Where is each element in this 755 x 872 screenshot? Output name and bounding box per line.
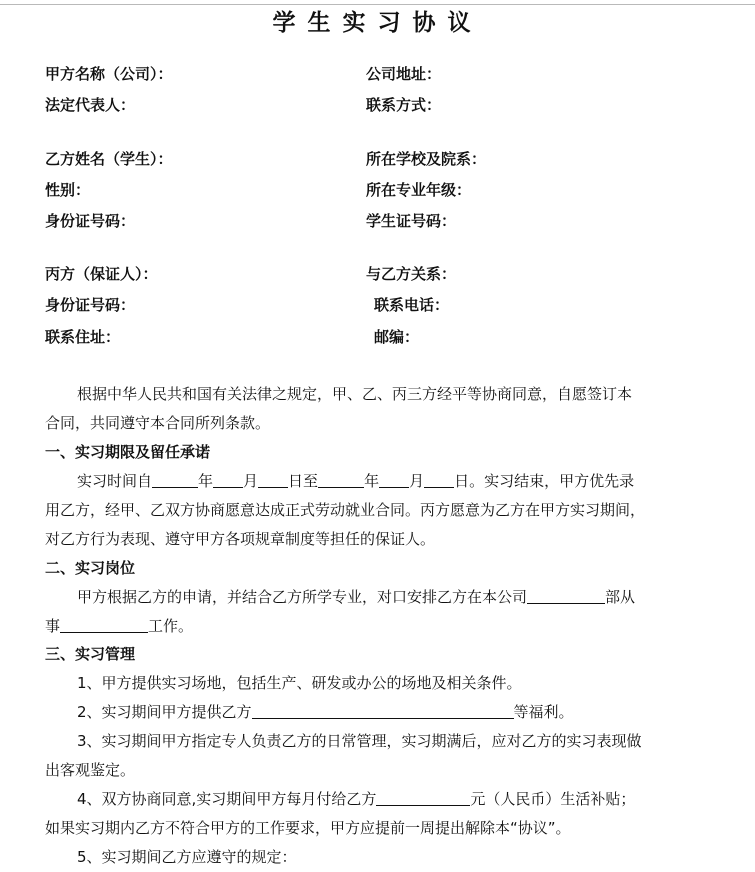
- job-blank[interactable]: [60, 616, 148, 633]
- section-2-line-2: [45, 612, 673, 641]
- end-month-blank[interactable]: [379, 471, 409, 488]
- party-c-phone-label: 联系电话：: [374, 296, 450, 314]
- position-text: 甲方根据乙方的申请，并结合乙方所学专业，对口安排乙方在本公司: [77, 588, 528, 606]
- benefits-prefix: 2、实习期间甲方提供乙方: [77, 703, 252, 721]
- section-2-heading: 二、实习岗位: [45, 559, 136, 577]
- period-end-text: 日。实习结束，甲方优先录: [454, 472, 635, 490]
- section-3-item-4-line-2: 如果实习期内乙方不符合甲方的工作要求，甲方应提前一周提出解除本“协议”。: [45, 819, 571, 837]
- section-1-line-2: 用乙方，经甲、乙双方协商愿意达成正式劳动就业合同。丙方愿意为乙方在甲方实习期间，: [45, 501, 646, 519]
- allowance-prefix: 4、双方协商同意,实习期间甲方每月付给乙方: [77, 790, 377, 808]
- start-year-blank[interactable]: [152, 471, 198, 488]
- intro-line-1: 根据中华人民共和国有关法律之规定，甲、乙、丙三方经平等协商同意，自愿签订本: [77, 385, 633, 403]
- start-day-blank[interactable]: [258, 471, 288, 488]
- allowance-blank[interactable]: [376, 789, 470, 806]
- month-label: 月: [243, 472, 259, 490]
- section-3-item-5: 5、实习期间乙方应遵守的规定：: [77, 848, 297, 866]
- party-b-student-id-label: 学生证号码：: [366, 212, 457, 230]
- party-b-school-label: 所在学校及院系：: [366, 150, 487, 168]
- section-1-line-1: [45, 467, 673, 496]
- section-3-item-3-line-2: 出客观鉴定。: [45, 761, 136, 779]
- party-a-contact-label: 联系方式：: [366, 96, 442, 114]
- day-to-label: 日至: [288, 472, 319, 490]
- party-c-name-label: 丙方（保证人）：: [45, 265, 158, 283]
- department-suffix: 部从: [605, 588, 636, 606]
- intro-line-2: 合同，共同遵守本合同所列条款。: [45, 414, 271, 432]
- month-label: 月: [409, 472, 425, 490]
- year-label: 年: [364, 472, 380, 490]
- party-c-id-label: 身份证号码：: [45, 296, 136, 314]
- party-c-relation-label: 与乙方关系：: [366, 265, 457, 283]
- party-c-address-label: 联系住址：: [45, 328, 121, 346]
- section-1-line-3: 对乙方行为表现、遵守甲方各项规章制度等担任的保证人。: [45, 530, 436, 548]
- end-day-blank[interactable]: [424, 471, 454, 488]
- end-year-blank[interactable]: [318, 471, 364, 488]
- benefits-suffix: 等福利。: [513, 703, 574, 721]
- benefits-blank[interactable]: [252, 702, 514, 719]
- department-blank[interactable]: [527, 587, 605, 604]
- section-2-line-1: [45, 583, 673, 612]
- party-b-id-label: 身份证号码：: [45, 212, 136, 230]
- section-3-heading: 三、实习管理: [45, 645, 136, 663]
- party-b-major-label: 所在专业年级：: [366, 181, 472, 199]
- party-a-address-label: 公司地址：: [366, 65, 442, 83]
- work-prefix: 事: [45, 617, 61, 635]
- start-month-blank[interactable]: [213, 471, 243, 488]
- section-3-item-1: 1、甲方提供实习场地，包括生产、研发或办公的场地及相关条件。: [77, 674, 522, 692]
- party-b-name-label: 乙方姓名（学生）：: [45, 150, 173, 168]
- section-3-item-4-line-1: [45, 785, 673, 814]
- party-a-name-label: 甲方名称（公司）：: [45, 65, 173, 83]
- section-3-item-3-line-1: 3、实习期间甲方指定专人负责乙方的日常管理，实习期满后，应对乙方的实习表现做: [77, 732, 642, 750]
- party-b-gender-label: 性别：: [45, 181, 91, 199]
- work-suffix: 工作。: [148, 617, 194, 635]
- document-title: 学生实习协议: [272, 9, 483, 36]
- section-1-heading: 一、实习期限及留任承诺: [45, 443, 211, 461]
- section-3-item-2: [45, 698, 673, 727]
- party-c-postcode-label: 邮编：: [374, 328, 420, 346]
- period-start-label: 实习时间自: [77, 472, 153, 490]
- year-label: 年: [198, 472, 214, 490]
- allowance-suffix: 元（人民币）生活补贴；: [470, 790, 636, 808]
- party-a-rep-label: 法定代表人：: [45, 96, 136, 114]
